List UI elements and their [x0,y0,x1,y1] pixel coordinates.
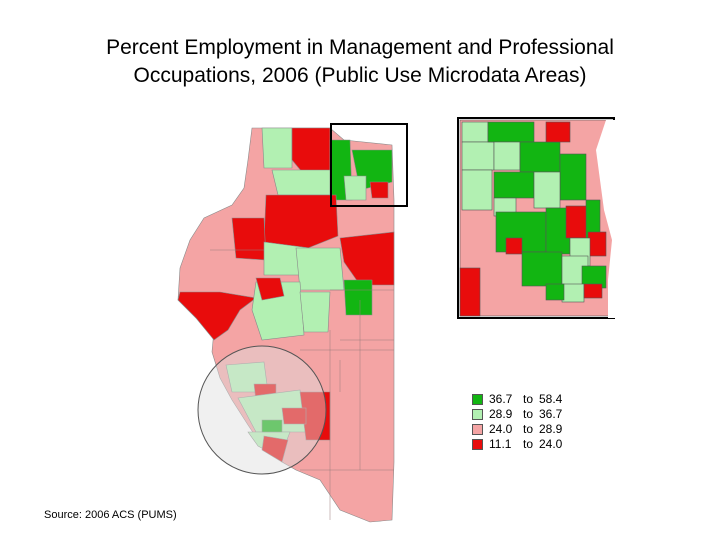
map-title-line1: Percent Employment in Management and Professional [106,36,614,59]
legend-swatch-4 [472,439,483,450]
region-n-red-1 [292,128,330,172]
region-w-red [232,218,266,260]
region-n-green [272,170,332,195]
legend-row-3 [472,422,562,437]
legend-to-2: to [522,407,533,421]
legend-low-3: 24.0 [489,422,513,436]
legend-row-4 [472,437,562,452]
region-green-e [344,280,372,315]
legend-low-4: 11.1 [489,437,512,451]
region-nc-red-1 [264,195,338,248]
legend-row-1 [472,392,562,407]
legend-to-1: to [522,392,533,406]
map-legend [472,392,562,452]
legend-swatch-3 [472,424,483,435]
highlight-circle [198,346,326,474]
region-chicago-mix-3 [344,176,366,200]
chicago-inset [460,120,614,316]
legend-to-3: to [522,422,533,436]
legend-high-2: 36.7 [539,407,563,421]
region-chicago-mix-2 [370,182,388,198]
legend-to-4: to [522,437,533,451]
legend-low-2: 28.9 [489,407,513,421]
map-title-line2: Occupations, 2006 (Public Use Microdata Areas) [133,64,587,87]
legend-high-1: 58.4 [539,392,563,406]
legend-row-2 [472,407,562,422]
region-nw-green [262,128,292,168]
region-c-green-2 [296,248,344,290]
legend-swatch-2 [472,409,483,420]
legend-high-3: 28.9 [539,422,563,436]
legend-low-1: 36.7 [489,392,513,406]
legend-swatch-1 [472,394,483,405]
source-note: Source: 2006 ACS (PUMS) [44,509,177,521]
legend-high-4: 24.0 [539,437,563,451]
region-c-green-3 [300,292,330,332]
